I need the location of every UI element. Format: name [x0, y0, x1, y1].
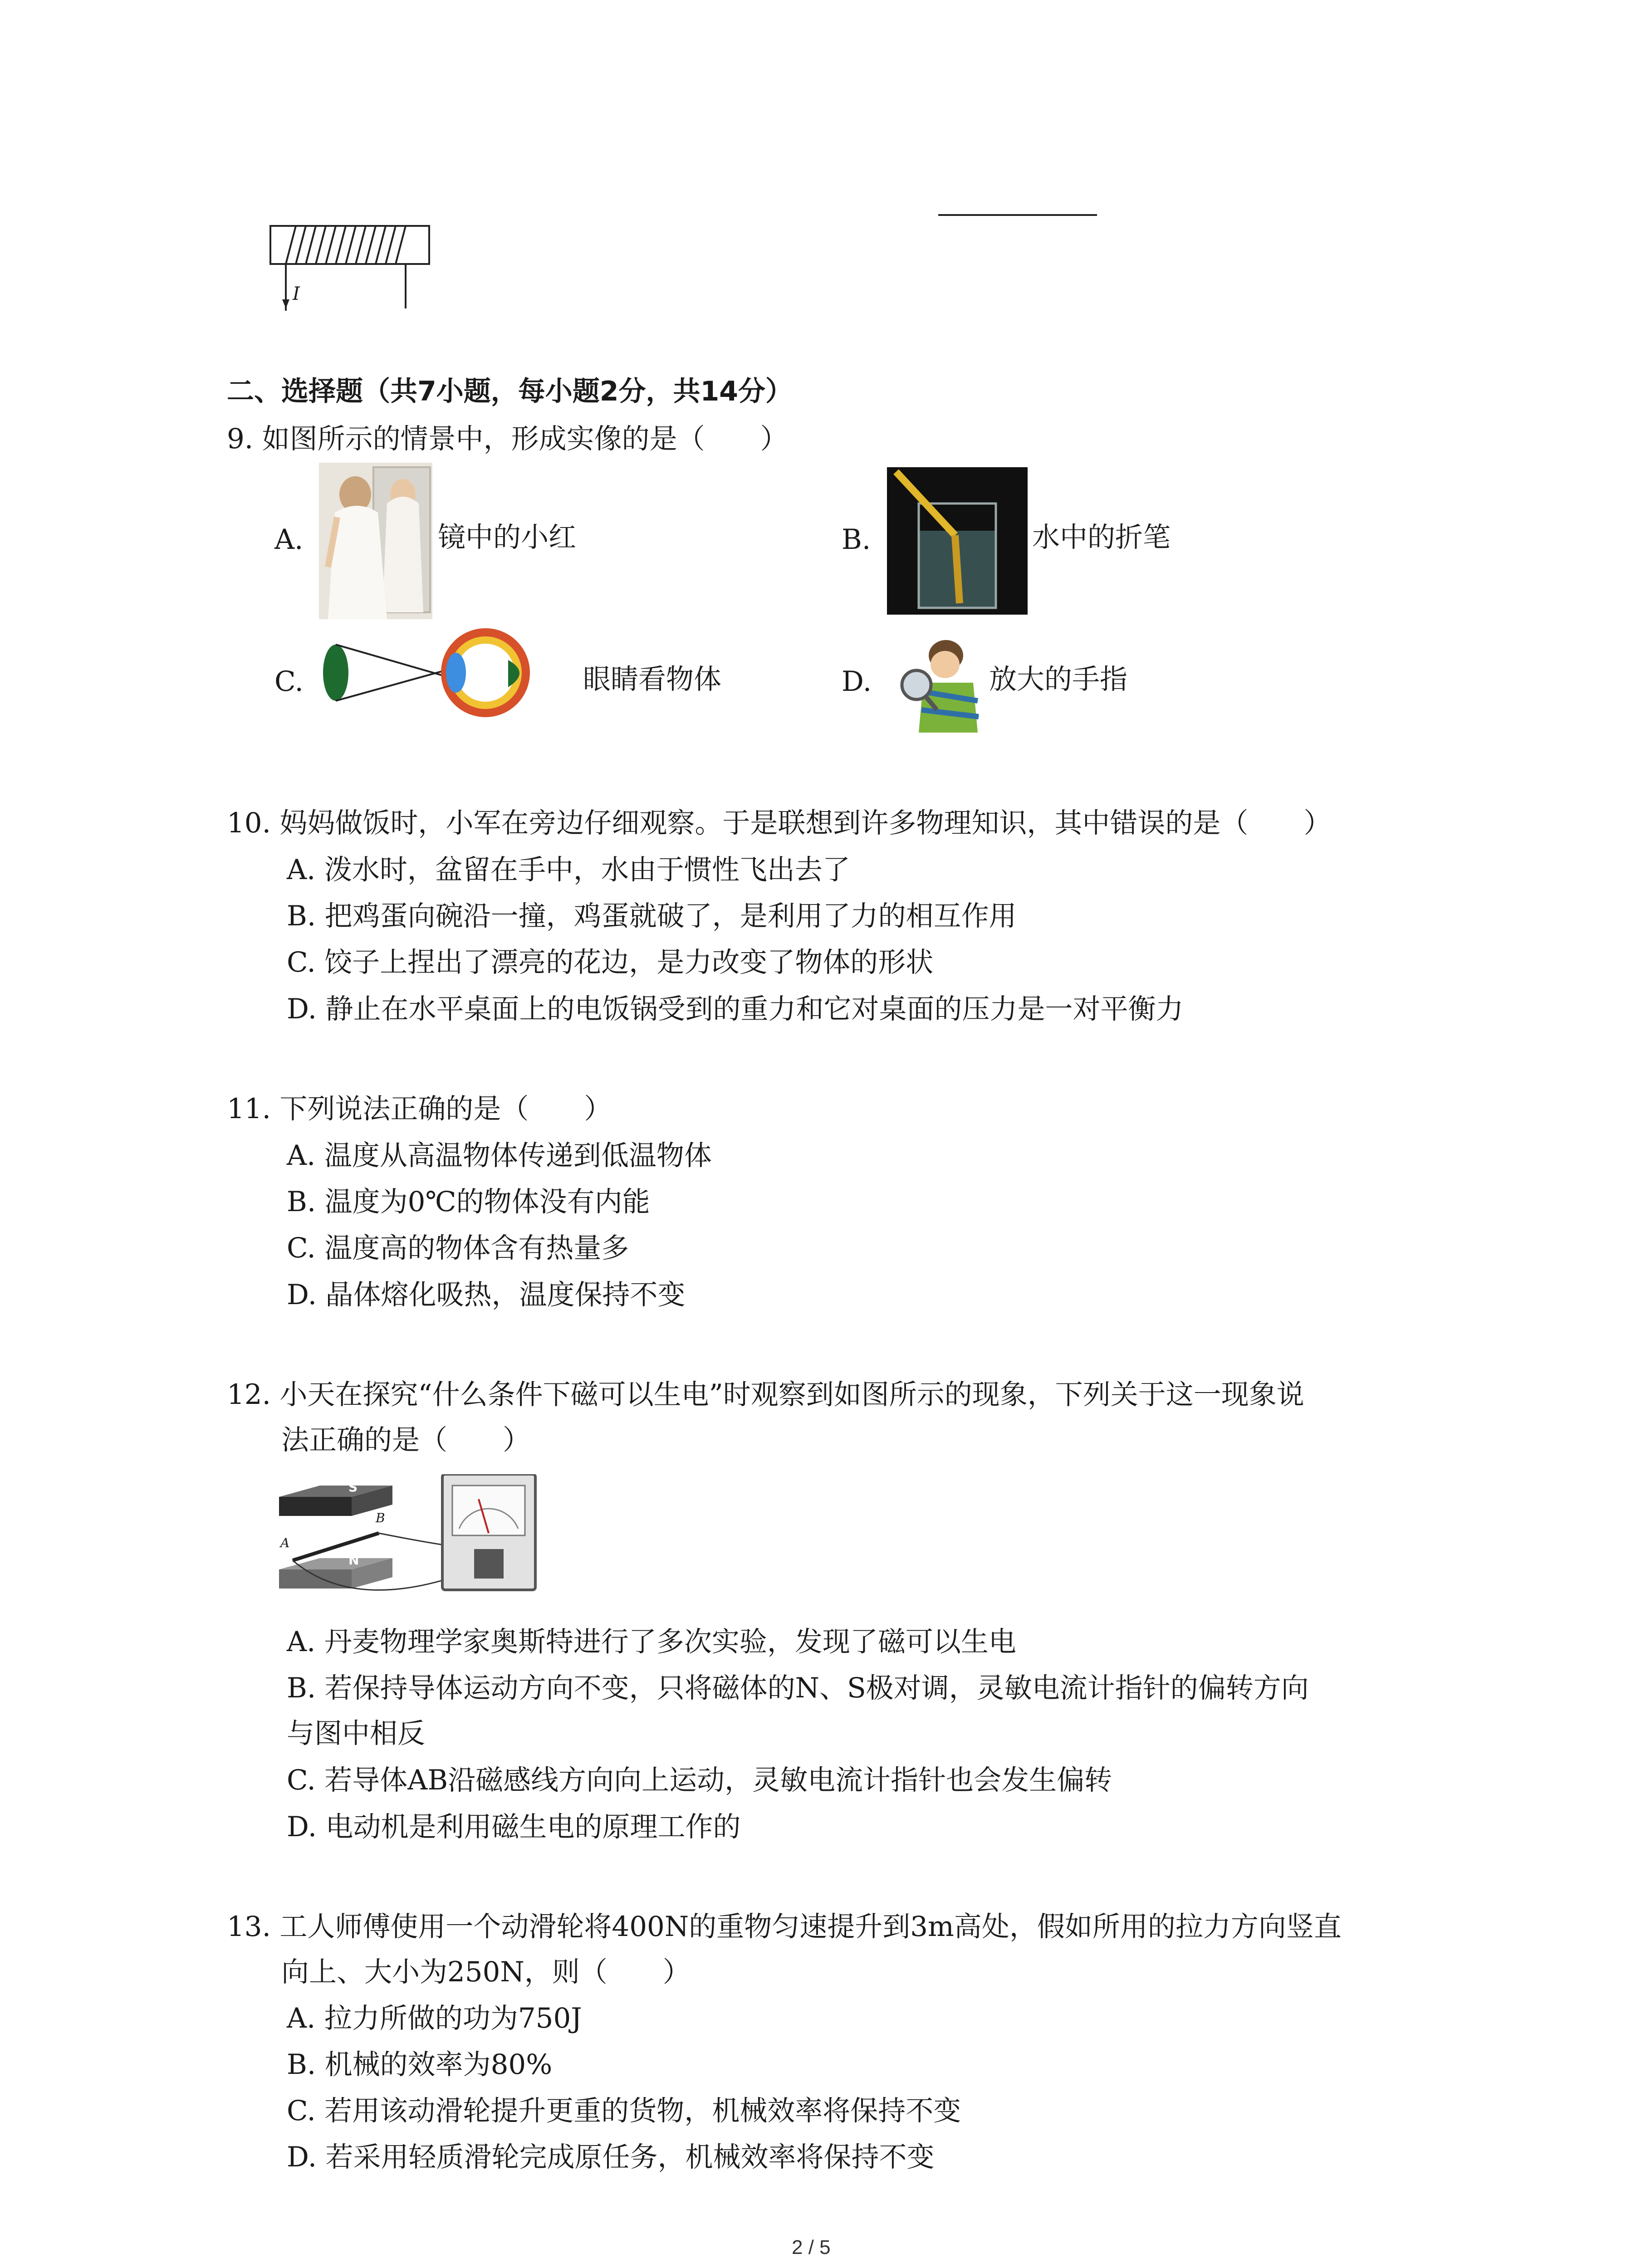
q10-option-d[interactable]: D. 静止在水平桌面上的电饭锅受到的重力和它对桌面的压力是一对平衡力 — [287, 993, 1184, 1025]
q11-stem: 11. 下列说法正确的是（ ） — [227, 1093, 612, 1125]
coil-current-label: I — [293, 284, 300, 304]
conductor-end-a-label: A — [280, 1535, 290, 1550]
q13-stem-line1: 13. 工人师傅使用一个动滑轮将400N的重物匀速提升到3m高处，假如所用的拉力方向竖直 — [227, 1911, 1342, 1943]
q9-option-d-text: 放大的手指 — [989, 663, 1128, 695]
q13-option-c[interactable]: C. 若用该动滑轮提升更重的货物，机械效率将保持不变 — [287, 2095, 961, 2127]
q10-stem: 10. 妈妈做饭时，小军在旁边仔细观察。于是联想到许多物理知识，其中错误的是（ ） — [227, 807, 1332, 839]
q9-option-c-letter[interactable]: C. — [274, 665, 304, 698]
q10-option-b[interactable]: B. 把鸡蛋向碗沿一撞，鸡蛋就破了，是利用了力的相互作用 — [287, 900, 1017, 932]
q9-option-c-text: 眼睛看物体 — [583, 663, 722, 695]
eye-optics-diagram — [318, 619, 572, 726]
q11-option-a[interactable]: A. 温度从高温物体传递到低温物体 — [287, 1139, 712, 1172]
q9-option-a-letter[interactable]: A. — [274, 523, 304, 556]
q11-option-c[interactable]: C. 温度高的物体含有热量多 — [287, 1232, 629, 1264]
q13-option-d[interactable]: D. 若采用轻质滑轮完成原任务，机械效率将保持不变 — [287, 2141, 935, 2173]
magnet-s-pole-label: S — [348, 1480, 358, 1495]
q13-option-a[interactable]: A. 拉力所做的功为750J — [287, 2002, 582, 2034]
q12-option-b-continued: 与图中相反 — [287, 1717, 426, 1750]
electromagnetic-induction-figure — [279, 1474, 558, 1615]
q9-option-a-text: 镜中的小红 — [438, 521, 577, 553]
q12-stem-line2: 法正确的是（ ） — [281, 1424, 531, 1456]
q11-option-b[interactable]: B. 温度为0℃的物体没有内能 — [287, 1186, 650, 1218]
q12-option-c[interactable]: C. 若导体AB沿磁感线方向向上运动，灵敏电流计指针也会发生偏转 — [287, 1764, 1112, 1796]
q12-option-a[interactable]: A. 丹麦物理学家奥斯特进行了多次实验，发现了磁可以生电 — [287, 1626, 1016, 1658]
q12-option-b[interactable]: B. 若保持导体运动方向不变，只将磁体的N、S极对调，灵敏电流计指针的偏转方向 — [287, 1672, 1309, 1704]
conductor-end-b-label: B — [376, 1510, 385, 1525]
q10-option-a[interactable]: A. 泼水时，盆留在手中，水由于惯性飞出去了 — [287, 854, 850, 886]
q11-option-d[interactable]: D. 晶体熔化吸热，温度保持不变 — [287, 1279, 686, 1311]
page-number: 2 / 5 — [792, 2236, 831, 2258]
q9-option-b-text: 水中的折笔 — [1032, 521, 1171, 553]
q9-stem: 9. 如图所示的情景中，形成实像的是（ ） — [227, 423, 788, 455]
q12-stem-line1: 12. 小天在探究“什么条件下磁可以生电”时观察到如图所示的现象，下列关于这一现象说 — [227, 1378, 1304, 1411]
answer-blank-line[interactable] — [938, 213, 1097, 216]
magnifier-boy-illustration — [892, 637, 991, 735]
q9-option-d-letter[interactable]: D. — [842, 665, 872, 698]
bent-pencil-in-water-photo — [887, 467, 1028, 615]
q13-option-b[interactable]: B. 机械的效率为80% — [287, 2048, 553, 2081]
q13-stem-line2: 向上、大小为250N，则（ ） — [281, 1956, 691, 1988]
magnet-n-pole-label: N — [348, 1553, 359, 1568]
q12-option-d[interactable]: D. 电动机是利用磁生电的原理工作的 — [287, 1811, 741, 1843]
section-heading: 二、选择题（共7小题，每小题2分，共14分） — [227, 376, 793, 407]
q10-option-c[interactable]: C. 饺子上捏出了漂亮的花边，是力改变了物体的形状 — [287, 946, 934, 978]
q9-option-b-letter[interactable]: B. — [842, 523, 871, 556]
mirror-girl-photo — [319, 463, 432, 619]
